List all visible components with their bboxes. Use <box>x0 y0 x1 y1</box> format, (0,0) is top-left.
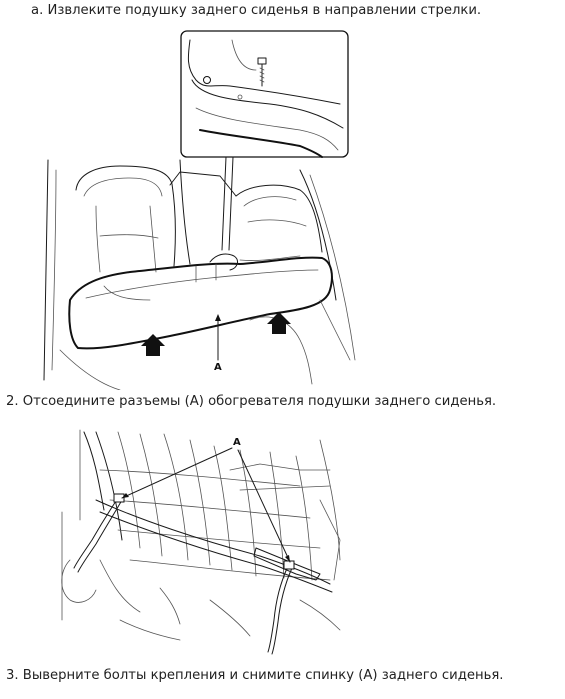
step-a-instruction: a. Извлеките подушку заднего сиденья в направлении стрелки. <box>31 3 482 18</box>
seat-cushion-callout-label: A <box>214 362 222 373</box>
floor-panel-lines <box>62 430 340 654</box>
heater-connector-left-icon <box>114 494 124 502</box>
step-2-instruction: 2. Отсоедините разъемы (A) обогревателя подушки заднего сиденья. <box>6 394 497 409</box>
heater-connector-callout-label: A <box>233 437 241 448</box>
step-3-instruction: 3. Выверните болты крепления и снимите спинку (A) заднего сиденья. <box>6 668 504 683</box>
heater-connector-right-icon <box>284 561 294 569</box>
bolt-detail-inset <box>181 31 348 157</box>
up-arrow-icon <box>267 312 291 334</box>
seat-cushion-outline <box>69 254 332 348</box>
